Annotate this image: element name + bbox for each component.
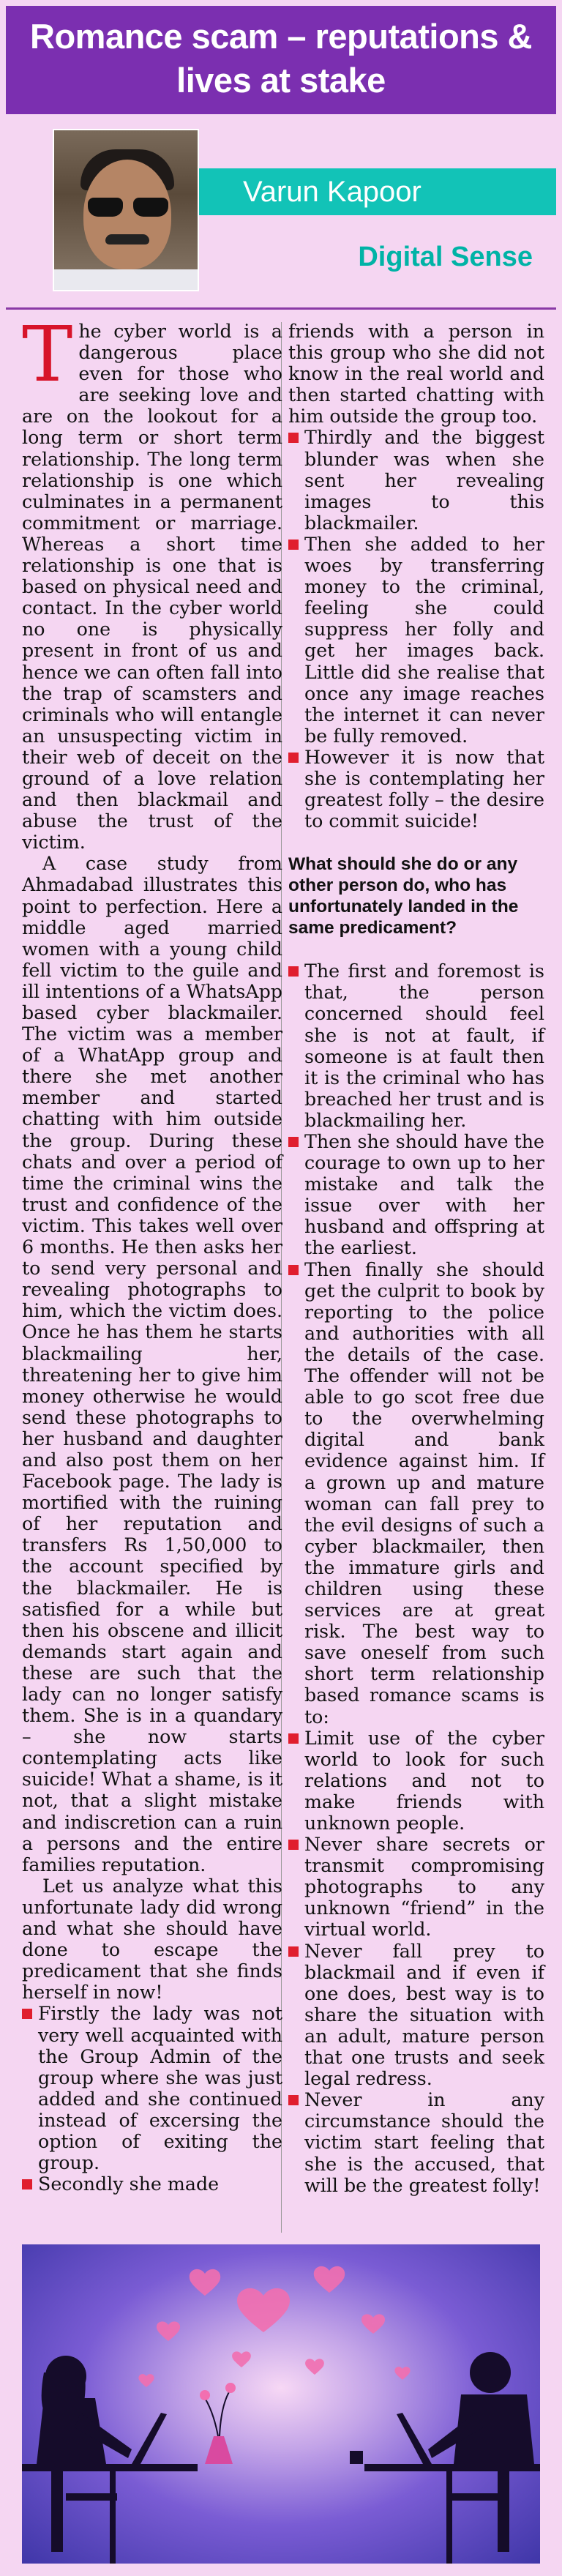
intro-paragraph	[22, 310, 282, 854]
mistakes-list	[22, 2003, 282, 2195]
case-study-paragraph: A case study from Ahmadabad illustrates this point to perfection. Here a middle aged married women with a young child fell victim to the guile and ill intentions of a WhatsApp based cyber blackmailer. The victim was a member of a WhatApp group and there she met another member and started chatting with him outside the group. During these chats and over a period of time the criminal wins the trust and confidence of the victim. This takes well over 6 months. He then asks her to send very personal and revealing photographs to him, which the victim does. Once he has them he starts blackmailing her, threatening her to give him money otherwise he would send these photographs to her husband and daughter and also post them on her Facebook page. The lady is mortified with the ruining of her reputation and transfers Rs 1,50,000 to the account specified by the blackmailer. He is satisfied for a while but then his obscene and illicit demands start again and these are such that the lady can no longer satisfy them. She is in a quandary – she now starts contemplating acts like suicide! What a shame, is it not, that a slight mistake and indiscretion can a ruin a persons and the entire families reputation.	[22, 853, 282, 1875]
column-name: Digital Sense	[358, 242, 533, 272]
advice-item: Then finally she should get the culprit to book by reporting to the police and authorities with all the details of the case. The offender will not be able to go scot free due to the overwhelming digital and bank evidence against him. If a grown up and mature woman can fall prey to the evil designs of such a cyber blackmailer, then the immature girls and children using these services are at great risk. The best way to save oneself from such short term relationship based romance scams is to:	[288, 1259, 544, 1728]
dropcap: T	[22, 310, 73, 399]
author-band	[6, 124, 556, 306]
headline-line-2: lives at stake	[176, 61, 386, 100]
advice-item: Limit use of the cyber world to look for such relations and not to make friends with unknown people.	[288, 1728, 544, 1834]
romance-illustration	[22, 2244, 540, 2564]
article-column-left	[22, 310, 282, 2195]
mistake-item-continued: friends with a person in this group who she did not know in the real world and then started chatting with him outside the group too.	[288, 321, 544, 428]
advice-item: Never fall prey to blackmail and if even if one does, best way is to share the situation with an adult, mature person that one trusts and seek legal redress.	[288, 1941, 544, 2090]
author-name: Varun Kapoor	[199, 168, 556, 215]
headline	[6, 6, 556, 114]
online-romance-couple-icon	[22, 2244, 540, 2564]
advice-item: Then she should have the courage to own up to her mistake and talk the issue over with her husband and offspring at the earliest.	[288, 1131, 544, 1259]
analysis-paragraph: Let us analyze what this unfortunate lady did wrong and what she should have done to escape the predicament that she finds herself in now!	[22, 1875, 282, 2004]
article-column-right	[288, 321, 544, 2196]
header-rule	[6, 307, 556, 310]
mistake-item: Thirdly and the biggest blunder was when she sent her revealing images to this blackmailer.	[288, 427, 544, 533]
intro-text: he cyber world is a dangerous place even for those who are seeking love and are on the lookout for a long term or short term relationship. The long term relationship is one which culminates in a permanent commitment or marriage. Whereas a short time relationship is one that is based on physical need and contact. In the cyber world no one is physically present in front of us and hence we can often fall into the trap of scamsters and criminals who will entangle an unsuspecting victim in their web of deceit on the ground of a love relation and then blackmail and abuse the trust of the victim.	[22, 321, 282, 854]
mistakes-list-continued	[288, 427, 544, 832]
mistake-item: Firstly the lady was not very well acquainted with the Group Admin of the group where she was just added and she continued instead of excersing the option of exiting the group.	[22, 2003, 282, 2173]
subheading: What should she do or any other person do, who has unfortunately landed in the same predicament?	[288, 854, 519, 938]
advice-item: Never in any circumstance should the victim start feeling that she is the accused, that will be the greatest folly!	[288, 2089, 544, 2195]
advice-list	[288, 960, 544, 2195]
headline-line-1: Romance scam – reputations &	[30, 17, 532, 56]
mistake-item: Then she added to her woes by transferring money to the criminal, feeling she could suppress her folly and get her images back. Little did she realise that once any image reaches the internet it can never be fully removed.	[288, 534, 544, 747]
advice-item: The first and foremost is that, the person concerned should feel she is not at fault, if someone is at fault then it is the criminal who has breached her trust and is blackmailing her.	[288, 960, 544, 1131]
advice-item: Never share secrets or transmit compromising photographs to any unknown “friend” in the virtual world.	[288, 1834, 544, 1940]
mistake-item	[22, 2173, 282, 2195]
author-photo	[53, 129, 199, 291]
mistake-item: However it is now that she is contemplating her greatest folly – the desire to commit suicide!	[288, 747, 544, 832]
mistake-item-start: Secondly she made	[38, 2173, 220, 2195]
